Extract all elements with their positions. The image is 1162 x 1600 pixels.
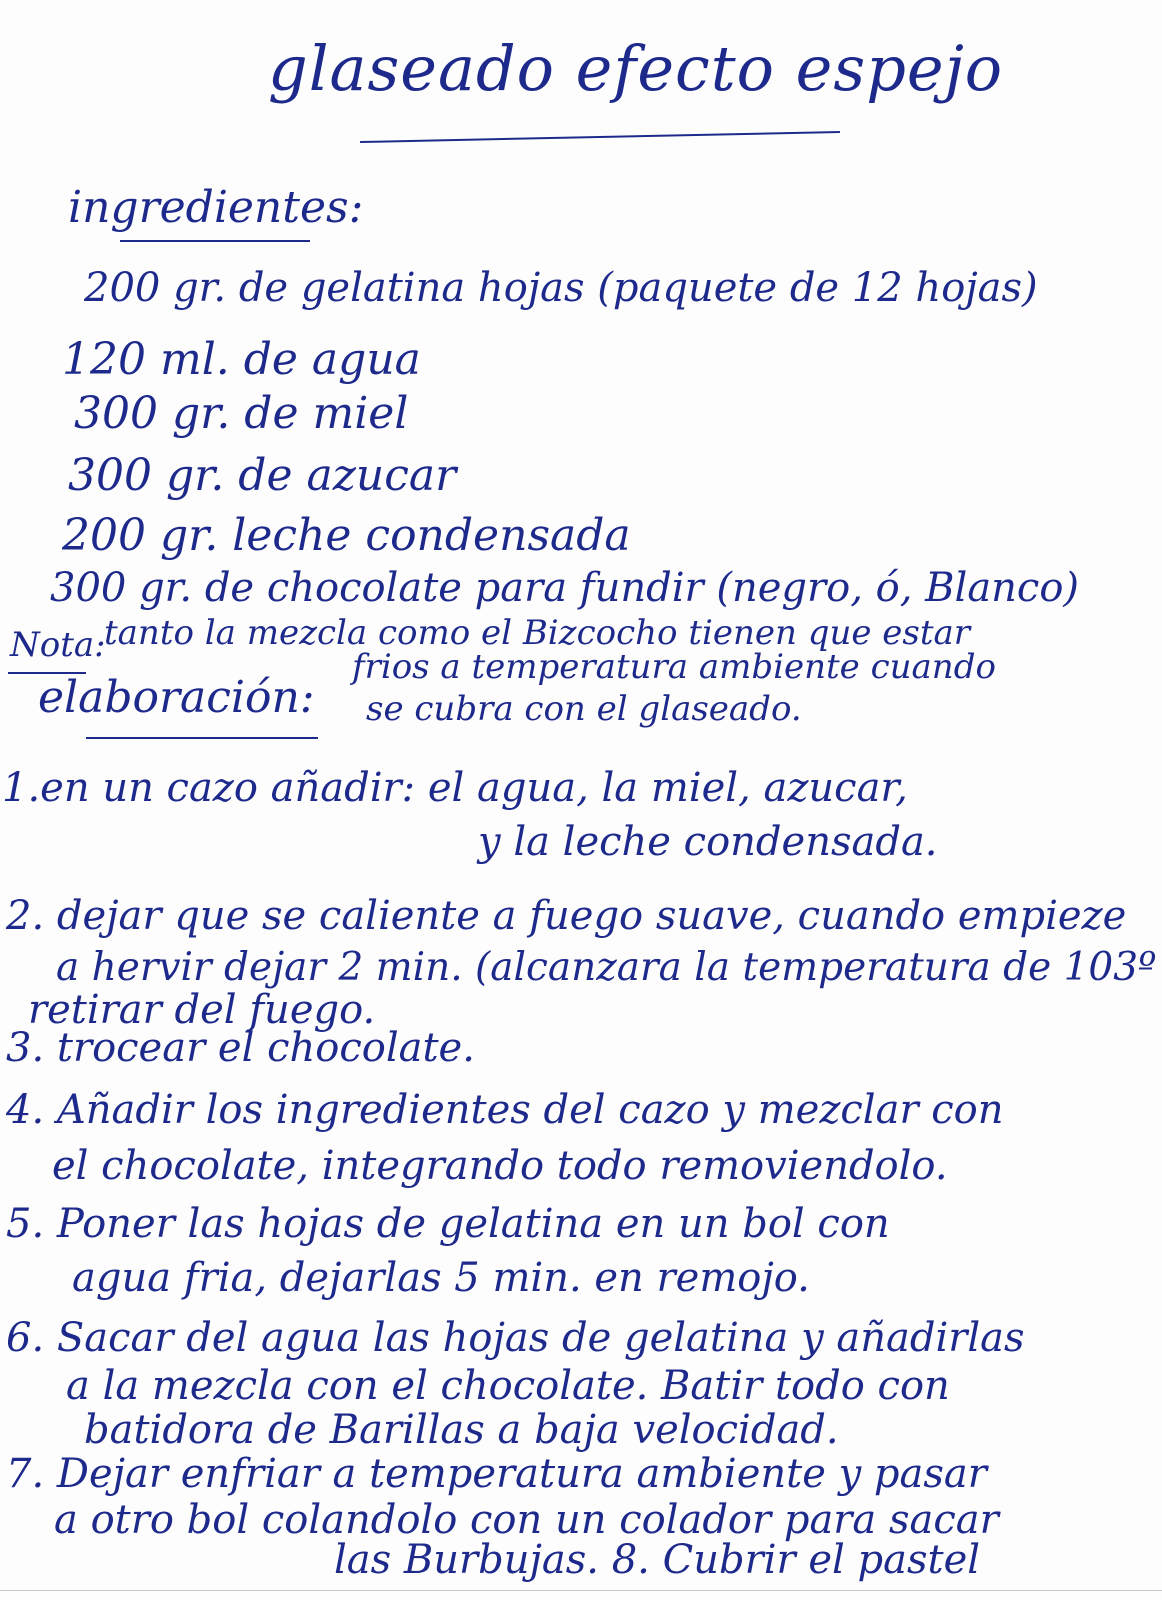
step-line: retirar del fuego. [28, 987, 376, 1033]
step-line: 5. Poner las hojas de gelatina en un bol con [6, 1201, 890, 1247]
step-line: 1.en un cazo añadir: el agua, la miel, azucar, [2, 765, 908, 811]
step-line: las Burbujas. 8. Cubrir el pastel [334, 1537, 981, 1583]
ingredient-line: 300 gr. de chocolate para fundir (negro, ó, Blanco) [50, 565, 1080, 611]
ingredients-heading: ingredientes: [68, 182, 364, 233]
recipe-title: glaseado efecto espejo [268, 32, 1004, 105]
ingredient-line: 300 gr. de azucar [68, 450, 457, 501]
step-line: agua fria, dejarlas 5 min. en remojo. [72, 1255, 810, 1301]
step-line: 4. Añadir los ingredientes del cazo y mezclar con [6, 1087, 1004, 1133]
page-bottom-edge [0, 1590, 1162, 1591]
elaboration-heading: elaboración: [38, 672, 315, 723]
step-line: batidora de Barillas a baja velocidad. [84, 1407, 839, 1453]
step-line: 7. Dejar enfriar a temperatura ambiente y pasar [6, 1451, 987, 1497]
note-text: se cubra con el glaseado. [366, 689, 802, 729]
step-line: y la leche condensada. [478, 819, 938, 865]
ingredient-line: 200 gr. leche condensada [62, 510, 631, 561]
note-text: frios a temperatura ambiente cuando [352, 647, 996, 687]
step-line: 6. Sacar del agua las hojas de gelatina y añadirlas [6, 1315, 1025, 1361]
step-line: a otro bol colandolo con un colador para sacar [54, 1497, 999, 1543]
ingredient-line: 300 gr. de miel [74, 388, 409, 439]
note-text: tanto la mezcla como el Bizcocho tienen que estar [104, 613, 971, 653]
ingredients-underline [120, 240, 310, 242]
step-line: el chocolate, integrando todo removiendolo. [52, 1143, 948, 1189]
ingredient-line: 200 gr. de gelatina hojas (paquete de 12 hojas) [84, 265, 1038, 311]
step-line: a hervir dejar 2 min. (alcanzara la temperatura de 103º [56, 945, 1157, 990]
note-label: Nota: [10, 625, 106, 665]
ingredient-line: 120 ml. de agua [62, 334, 421, 385]
step-line: 2. dejar que se caliente a fuego suave, cuando empieze [6, 893, 1127, 939]
title-underline [360, 131, 840, 143]
elaboration-underline [86, 737, 318, 739]
step-line: 3. trocear el chocolate. [6, 1025, 475, 1071]
step-line: a la mezcla con el chocolate. Batir todo con [66, 1363, 950, 1409]
